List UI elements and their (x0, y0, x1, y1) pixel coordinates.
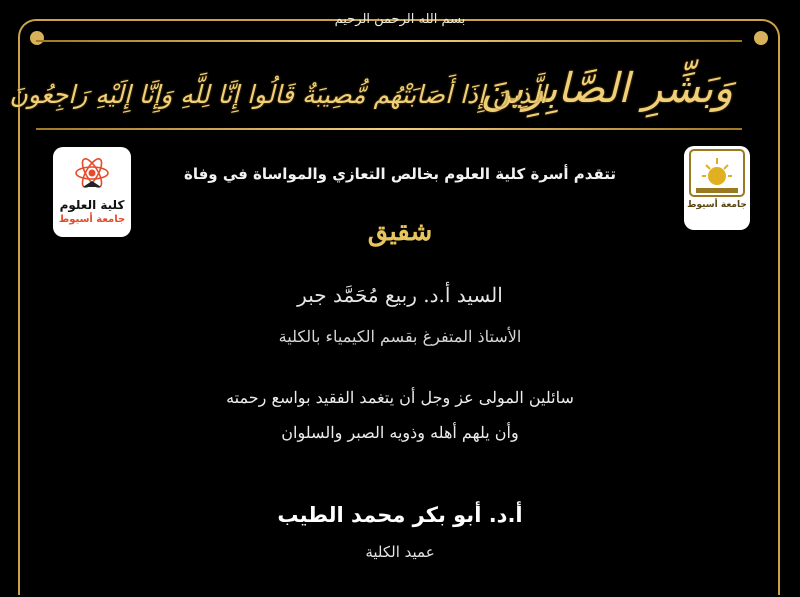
right-logo-line1: جامعة أسيوط (687, 200, 747, 210)
prayer-line-2: وأن يلهم أهله وذويه الصبر والسلوان (281, 423, 519, 442)
prayer-line-1: سائلين المولى عز وجل أن يتغمد الفقيد بواسع رحمته (226, 388, 574, 407)
condolence-intro: تتقدم أسرة كلية العلوم بخالص التعازي والمواساة في وفاة (183, 165, 616, 183)
frame-corner-ornament (754, 31, 768, 45)
left-logo-line2: جامعة أسيوط (58, 214, 126, 225)
deceased-relative-name: السيد أ.د. ربيع مُحَمَّد جبر (297, 283, 503, 307)
relative-position: الأستاذ المتفرغ بقسم الكيمياء بالكلية (278, 327, 522, 346)
verse-main-calligraphy: وَبَشِّرِ الصَّابِرِينَ (480, 64, 734, 112)
relation-word: شقيق (367, 217, 433, 247)
basmala: بسم الله الرحمن الرحيم (334, 12, 466, 27)
left-logo-line1: كلية العلوم (59, 198, 125, 212)
quran-verse-banner (9, 40, 742, 130)
signer-title: عميد الكلية (365, 543, 435, 561)
verse-continuation-calligraphy: الَّذِينَ إِذَا أَصَابَتْهُم مُّصِيبَةٌ قَالُوا إِنَّا لِلَّهِ وَإِنَّا إِلَيْهِ رَاجِعُونَ (9, 79, 547, 109)
verse-top-rule (36, 40, 742, 42)
verse-bottom-rule (36, 128, 742, 130)
signer-name: أ.د. أبو بكر محمد الطيب (277, 503, 523, 527)
